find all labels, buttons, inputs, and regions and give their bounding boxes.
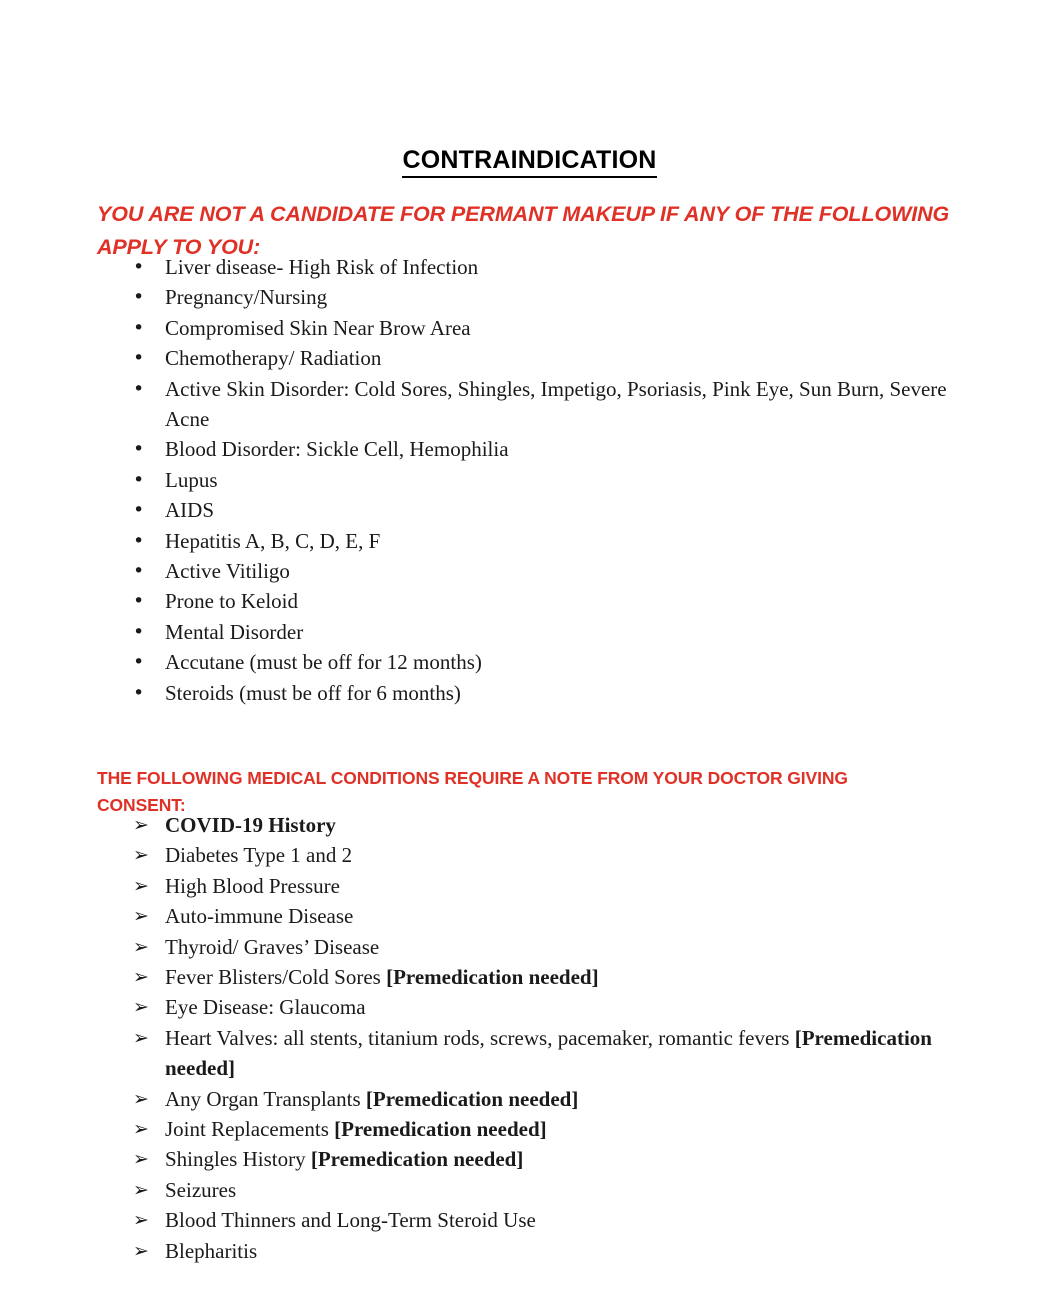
arrow-bullet-icon: ➢	[133, 874, 149, 897]
consent-condition-item-text: COVID-19 History	[165, 813, 336, 837]
list-item	[0, 992, 1059, 1022]
condition-item-text: Active Vitiligo	[165, 559, 290, 584]
consent-condition-item-text: Auto-immune Disease	[165, 904, 354, 929]
list-item	[0, 556, 1059, 586]
condition-item-text: Accutane (must be off for 12 months)	[165, 650, 482, 675]
list-item	[0, 678, 1059, 708]
arrow-bullet-icon: ➢	[133, 1148, 149, 1171]
arrow-bullet-icon: ➢	[133, 966, 149, 989]
bullet-icon: •	[133, 377, 145, 400]
page-title-text: CONTRAINDICATION	[402, 146, 656, 178]
doctor-consent-conditions-list	[0, 810, 1059, 1266]
list-item	[0, 647, 1059, 677]
consent-condition-item-text: Seizures	[165, 1177, 237, 1202]
arrow-bullet-icon: ➢	[133, 1087, 149, 1110]
consent-condition-item-text: Shingles History [Premedication needed]	[165, 1147, 524, 1172]
consent-condition-item-text: Blood Thinners and Long-Term Steroid Use	[165, 1208, 536, 1233]
premedication-note: [Premedication needed]	[165, 1025, 932, 1081]
intro-warning-heading: YOU ARE NOT A CANDIDATE FOR PERMANT MAKEUP IF ANY OF THE FOLLOWING APPLY TO YOU:	[97, 201, 950, 259]
arrow-bullet-icon: ➢	[133, 844, 149, 867]
condition-item-text: Lupus	[165, 467, 218, 492]
arrow-bullet-icon: ➢	[133, 1178, 149, 1201]
condition-item-text: Mental Disorder	[165, 619, 304, 644]
list-item	[0, 1023, 1059, 1084]
list-item	[0, 1175, 1059, 1205]
condition-item-text: Prone to Keloid	[165, 589, 298, 614]
page-title	[0, 146, 1059, 175]
consent-condition-item-text: Thyroid/ Graves’ Disease	[165, 934, 380, 959]
bullet-icon: •	[133, 316, 145, 339]
condition-item-text: Compromised Skin Near Brow Area	[165, 315, 471, 340]
premedication-note: [Premedication needed]	[334, 1117, 547, 1142]
list-item	[0, 617, 1059, 647]
doctor-consent-heading: THE FOLLOWING MEDICAL CONDITIONS REQUIRE A NOTE FROM YOUR DOCTOR GIVING CONSENT:	[97, 767, 848, 815]
condition-item-text: Blood Disorder: Sickle Cell, Hemophilia	[165, 437, 509, 462]
list-item	[0, 901, 1059, 931]
consent-condition-item-text: High Blood Pressure	[165, 873, 340, 898]
arrow-bullet-icon: ➢	[133, 814, 149, 836]
list-item	[0, 465, 1059, 495]
arrow-bullet-icon: ➢	[133, 935, 149, 958]
bullet-icon: •	[133, 651, 145, 674]
list-item	[0, 840, 1059, 870]
arrow-bullet-icon: ➢	[133, 1239, 149, 1262]
consent-condition-item-text: Fever Blisters/Cold Sores [Premedication needed]	[165, 965, 599, 990]
condition-item-text: AIDS	[165, 498, 215, 523]
list-item	[0, 962, 1059, 992]
bullet-icon: •	[133, 529, 145, 552]
list-item	[0, 526, 1059, 556]
condition-item-text: Chemotherapy/ Radiation	[165, 346, 382, 371]
arrow-bullet-icon: ➢	[133, 905, 149, 928]
list-item	[0, 1114, 1059, 1144]
consent-condition-item-text: Eye Disease: Glaucoma	[165, 995, 366, 1020]
list-item	[0, 282, 1059, 312]
arrow-bullet-icon: ➢	[133, 996, 149, 1019]
bullet-icon: •	[133, 620, 145, 643]
premedication-note: [Premedication needed]	[365, 1086, 579, 1111]
list-item	[0, 1144, 1059, 1174]
arrow-bullet-icon: ➢	[133, 1026, 149, 1049]
consent-condition-item-text: Any Organ Transplants [Premedication needed]	[165, 1086, 579, 1111]
condition-item-text: Steroids (must be off for 6 months)	[165, 680, 461, 705]
consent-condition-item-text: Diabetes Type 1 and 2	[165, 843, 353, 868]
condition-item-text: Hepatitis A, B, C, D, E, F	[165, 528, 381, 553]
condition-item-text: Active Skin Disorder: Cold Sores, Shingles, Impetigo, Psoriasis, Pink Eye, Sun Burn, Severe Acne	[165, 376, 947, 432]
list-item	[0, 252, 1059, 282]
list-item	[0, 871, 1059, 901]
list-item	[0, 374, 1059, 435]
disqualifying-conditions-list	[0, 252, 1059, 708]
bullet-icon: •	[133, 560, 145, 583]
arrow-bullet-icon: ➢	[133, 1209, 149, 1232]
bullet-icon: •	[133, 468, 145, 491]
arrow-bullet-icon: ➢	[133, 1118, 149, 1141]
condition-item-text: Pregnancy/Nursing	[165, 285, 328, 310]
condition-item-text: Liver disease- High Risk of Infection	[165, 255, 479, 279]
consent-condition-item-text: Blepharitis	[165, 1238, 258, 1263]
consent-condition-item-text: Joint Replacements [Premedication needed]	[165, 1117, 547, 1142]
list-item	[0, 810, 1059, 840]
list-item	[0, 343, 1059, 373]
bullet-icon: •	[133, 256, 145, 278]
list-item	[0, 434, 1059, 464]
list-item	[0, 586, 1059, 616]
bullet-icon: •	[133, 499, 145, 522]
bullet-icon: •	[133, 681, 145, 704]
bullet-icon: •	[133, 347, 145, 370]
list-item	[0, 1205, 1059, 1235]
list-item	[0, 313, 1059, 343]
list-item	[0, 932, 1059, 962]
list-item	[0, 495, 1059, 525]
bullet-icon: •	[133, 286, 145, 309]
bullet-icon: •	[133, 438, 145, 461]
list-item	[0, 1236, 1059, 1266]
list-item	[0, 1084, 1059, 1114]
bullet-icon: •	[133, 590, 145, 613]
premedication-note: [Premedication needed]	[386, 965, 599, 990]
consent-condition-item-text: Heart Valves: all stents, titanium rods, screws, pacemaker, romantic fevers [Premedication needed]	[165, 1025, 932, 1081]
premedication-note: [Premedication needed]	[310, 1147, 524, 1172]
